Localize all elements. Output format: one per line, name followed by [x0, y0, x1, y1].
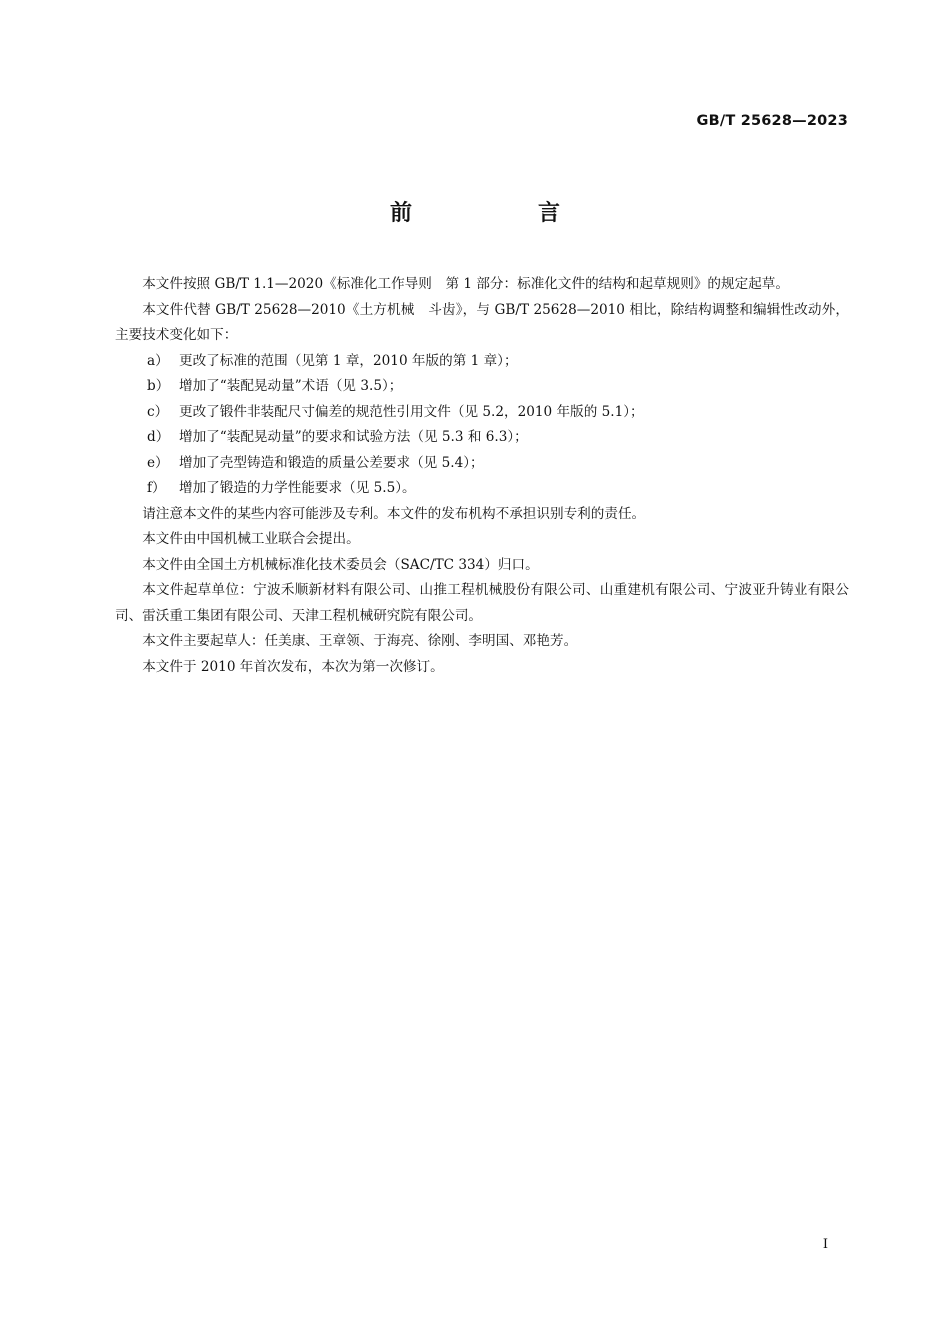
list-item-marker: f） [147, 480, 166, 496]
proposer-paragraph: 本文件由中国机械工业联合会提出。 [142, 531, 360, 547]
standard-number: GB/T 25628—2023 [696, 113, 848, 129]
drafters-paragraph: 本文件主要起草人：任美康、王章领、于海亮、徐刚、李明国、邓艳芳。 [142, 633, 578, 649]
page-number: I [822, 1237, 828, 1252]
change-list-item [115, 425, 849, 451]
list-item-marker: c） [147, 403, 169, 420]
change-list-item [115, 451, 849, 477]
list-item-text: 更改了标准的范围（见第 1 章，2010 年版的第 1 章）； [179, 352, 518, 369]
drafting-units-paragraph: 本文件起草单位：宁波禾顺新材料有限公司、山推工程机械股份有限公司、山重建机有限公司、宁波亚升铸业有限公司、雷沃重工集团有限公司、天津工程机械研究院有限公司。 [115, 582, 849, 624]
patent-notice: 请注意本文件的某些内容可能涉及专利。本文件的发布机构不承担识别专利的责任。 [142, 505, 646, 522]
list-item-text: 增加了壳型铸造和锻造的质量公差要求（见 5.4）； [179, 454, 484, 471]
change-list-item [115, 349, 849, 375]
list-item-marker: d） [147, 429, 170, 445]
list-item-marker: a） [147, 352, 169, 369]
change-list-item [115, 374, 849, 400]
change-list-item [115, 400, 849, 426]
foreword-body [115, 272, 849, 680]
list-item-text: 更改了锻件非装配尺寸偏差的规范性引用文件（见 5.2，2010 年版的 5.1）； [179, 403, 644, 420]
intro-paragraph: 本文件代替 GB/T 25628—2010《土方机械 斗齿》，与 GB/T 25628—2010 相比，除结构调整和编辑性改动外，主要技术变化如下： [115, 301, 849, 343]
page-title: 前 言 [389, 201, 612, 226]
list-item-text: 增加了“装配晃动量”的要求和试验方法（见 5.3 和 6.3）； [179, 429, 528, 445]
change-list-item [115, 476, 849, 502]
list-item-text: 增加了锻造的力学性能要求（见 5.5）。 [179, 480, 416, 496]
list-item-marker: b） [147, 378, 170, 394]
history-paragraph: 本文件于 2010 年首次发布，本次为第一次修订。 [142, 658, 444, 675]
intro-paragraph: 本文件按照 GB/T 1.1—2020《标准化工作导则 第 1 部分：标准化文件的结构和起草规则》的规定起草。 [142, 276, 789, 292]
list-item-text: 增加了“装配晃动量”术语（见 3.5）； [179, 378, 403, 394]
committee-paragraph: 本文件由全国土方机械标准化技术委员会（SAC/TC 334）归口。 [142, 556, 539, 573]
list-item-marker: e） [147, 454, 169, 471]
